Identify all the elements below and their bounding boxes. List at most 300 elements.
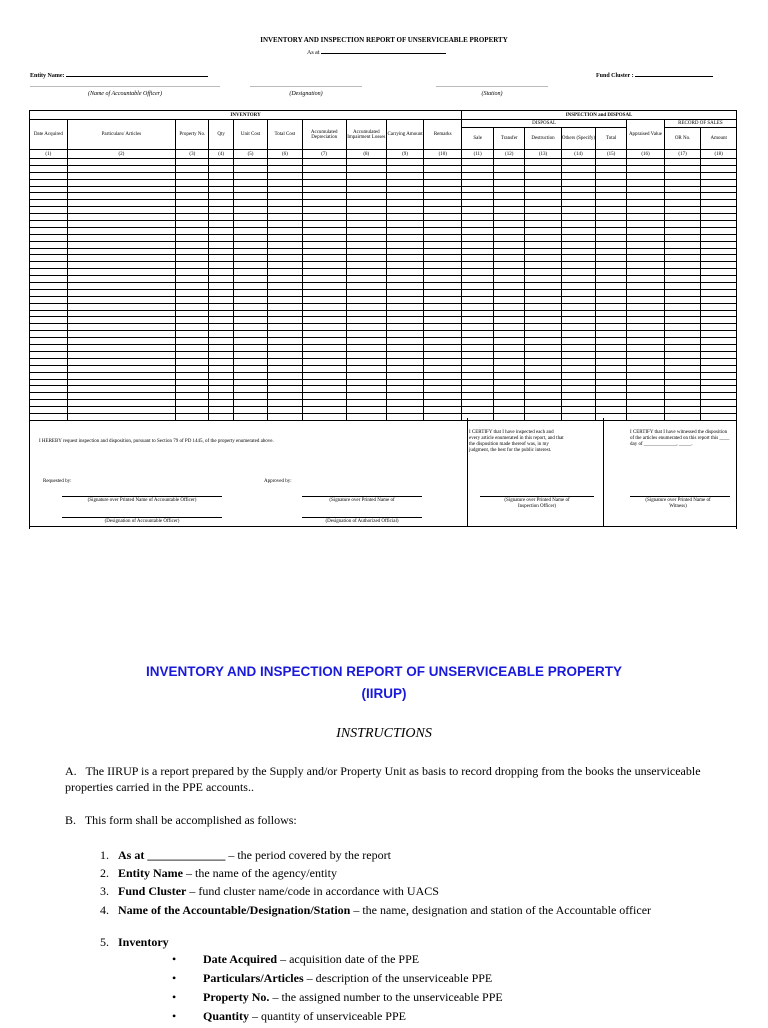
- entry-cell[interactable]: [596, 159, 627, 166]
- entry-cell[interactable]: [701, 241, 737, 248]
- entry-cell[interactable]: [627, 310, 665, 317]
- entry-cell[interactable]: [67, 165, 176, 172]
- entry-cell[interactable]: [424, 358, 462, 365]
- entry-cell[interactable]: [462, 358, 494, 365]
- entry-cell[interactable]: [462, 214, 494, 221]
- entry-cell[interactable]: [701, 255, 737, 262]
- entry-cell[interactable]: [701, 407, 737, 414]
- entry-cell[interactable]: [176, 310, 209, 317]
- entry-cell[interactable]: [627, 262, 665, 269]
- as-at-field[interactable]: [321, 47, 446, 54]
- entry-cell[interactable]: [386, 303, 424, 310]
- entry-cell[interactable]: [233, 358, 267, 365]
- entry-cell[interactable]: [596, 234, 627, 241]
- entry-cell[interactable]: [30, 379, 68, 386]
- entry-cell[interactable]: [233, 214, 267, 221]
- entry-cell[interactable]: [596, 186, 627, 193]
- entry-cell[interactable]: [664, 324, 701, 331]
- entry-cell[interactable]: [30, 159, 68, 166]
- entry-cell[interactable]: [176, 283, 209, 290]
- entry-cell[interactable]: [346, 207, 386, 214]
- entry-cell[interactable]: [268, 358, 302, 365]
- entry-cell[interactable]: [494, 303, 525, 310]
- entry-cell[interactable]: [596, 262, 627, 269]
- entry-cell[interactable]: [209, 310, 233, 317]
- entry-cell[interactable]: [268, 379, 302, 386]
- entry-cell[interactable]: [302, 317, 346, 324]
- entry-cell[interactable]: [346, 310, 386, 317]
- entry-cell[interactable]: [664, 269, 701, 276]
- entry-cell[interactable]: [462, 331, 494, 338]
- entry-cell[interactable]: [561, 386, 595, 393]
- entry-cell[interactable]: [525, 338, 562, 345]
- entry-cell[interactable]: [462, 269, 494, 276]
- entry-cell[interactable]: [176, 214, 209, 221]
- entry-cell[interactable]: [701, 324, 737, 331]
- entry-cell[interactable]: [664, 227, 701, 234]
- entry-cell[interactable]: [386, 248, 424, 255]
- entry-cell[interactable]: [67, 338, 176, 345]
- entry-cell[interactable]: [494, 310, 525, 317]
- entry-cell[interactable]: [209, 241, 233, 248]
- entry-cell[interactable]: [176, 331, 209, 338]
- entry-cell[interactable]: [494, 289, 525, 296]
- entry-cell[interactable]: [424, 283, 462, 290]
- entry-cell[interactable]: [525, 200, 562, 207]
- entry-cell[interactable]: [302, 324, 346, 331]
- entry-cell[interactable]: [386, 400, 424, 407]
- entry-cell[interactable]: [302, 262, 346, 269]
- entry-cell[interactable]: [176, 193, 209, 200]
- entry-cell[interactable]: [209, 358, 233, 365]
- entry-cell[interactable]: [561, 262, 595, 269]
- entry-cell[interactable]: [627, 372, 665, 379]
- entry-cell[interactable]: [233, 317, 267, 324]
- entry-cell[interactable]: [701, 372, 737, 379]
- entry-cell[interactable]: [302, 400, 346, 407]
- entry-cell[interactable]: [233, 331, 267, 338]
- entry-cell[interactable]: [561, 331, 595, 338]
- entry-cell[interactable]: [30, 372, 68, 379]
- entry-cell[interactable]: [494, 372, 525, 379]
- entry-cell[interactable]: [268, 269, 302, 276]
- entry-cell[interactable]: [386, 172, 424, 179]
- entry-cell[interactable]: [627, 296, 665, 303]
- entry-cell[interactable]: [346, 338, 386, 345]
- entry-cell[interactable]: [67, 234, 176, 241]
- entry-cell[interactable]: [561, 393, 595, 400]
- entry-cell[interactable]: [462, 338, 494, 345]
- entry-cell[interactable]: [424, 221, 462, 228]
- entry-cell[interactable]: [233, 303, 267, 310]
- entry-cell[interactable]: [209, 283, 233, 290]
- entry-cell[interactable]: [596, 241, 627, 248]
- entry-cell[interactable]: [664, 248, 701, 255]
- entry-cell[interactable]: [494, 324, 525, 331]
- entry-cell[interactable]: [701, 283, 737, 290]
- entry-cell[interactable]: [302, 358, 346, 365]
- entry-cell[interactable]: [561, 338, 595, 345]
- entry-cell[interactable]: [176, 393, 209, 400]
- entry-cell[interactable]: [424, 255, 462, 262]
- entry-cell[interactable]: [67, 214, 176, 221]
- entry-cell[interactable]: [233, 200, 267, 207]
- entry-cell[interactable]: [525, 331, 562, 338]
- entry-cell[interactable]: [424, 413, 462, 420]
- entry-cell[interactable]: [346, 345, 386, 352]
- entry-cell[interactable]: [302, 407, 346, 414]
- entry-cell[interactable]: [462, 200, 494, 207]
- entry-cell[interactable]: [268, 283, 302, 290]
- entry-cell[interactable]: [67, 172, 176, 179]
- entry-cell[interactable]: [67, 393, 176, 400]
- entry-cell[interactable]: [664, 303, 701, 310]
- entry-cell[interactable]: [525, 345, 562, 352]
- entry-cell[interactable]: [268, 393, 302, 400]
- entry-cell[interactable]: [233, 193, 267, 200]
- entry-cell[interactable]: [596, 413, 627, 420]
- entry-cell[interactable]: [525, 289, 562, 296]
- entry-cell[interactable]: [176, 269, 209, 276]
- entry-cell[interactable]: [302, 255, 346, 262]
- entry-cell[interactable]: [302, 193, 346, 200]
- entry-cell[interactable]: [627, 379, 665, 386]
- entry-cell[interactable]: [664, 358, 701, 365]
- entry-cell[interactable]: [302, 413, 346, 420]
- entry-cell[interactable]: [233, 248, 267, 255]
- entry-cell[interactable]: [525, 179, 562, 186]
- entry-cell[interactable]: [627, 200, 665, 207]
- entry-cell[interactable]: [176, 172, 209, 179]
- entry-cell[interactable]: [233, 221, 267, 228]
- entry-cell[interactable]: [561, 186, 595, 193]
- entry-cell[interactable]: [494, 407, 525, 414]
- entry-cell[interactable]: [386, 179, 424, 186]
- entry-cell[interactable]: [67, 407, 176, 414]
- entry-cell[interactable]: [209, 269, 233, 276]
- entry-cell[interactable]: [561, 345, 595, 352]
- entry-cell[interactable]: [176, 186, 209, 193]
- entry-cell[interactable]: [268, 345, 302, 352]
- entry-cell[interactable]: [268, 241, 302, 248]
- entry-cell[interactable]: [424, 338, 462, 345]
- entry-cell[interactable]: [67, 193, 176, 200]
- entry-cell[interactable]: [233, 159, 267, 166]
- entry-cell[interactable]: [67, 358, 176, 365]
- entry-cell[interactable]: [209, 262, 233, 269]
- entry-cell[interactable]: [233, 338, 267, 345]
- entry-cell[interactable]: [494, 400, 525, 407]
- entry-cell[interactable]: [701, 386, 737, 393]
- entry-cell[interactable]: [561, 241, 595, 248]
- entry-cell[interactable]: [627, 303, 665, 310]
- entry-cell[interactable]: [462, 276, 494, 283]
- entry-cell[interactable]: [346, 317, 386, 324]
- entry-cell[interactable]: [209, 331, 233, 338]
- entry-cell[interactable]: [561, 317, 595, 324]
- entry-cell[interactable]: [701, 331, 737, 338]
- entry-cell[interactable]: [627, 179, 665, 186]
- entry-cell[interactable]: [561, 351, 595, 358]
- entry-cell[interactable]: [209, 345, 233, 352]
- entry-cell[interactable]: [424, 400, 462, 407]
- entry-cell[interactable]: [424, 393, 462, 400]
- entry-cell[interactable]: [346, 227, 386, 234]
- entry-cell[interactable]: [346, 303, 386, 310]
- entry-cell[interactable]: [209, 338, 233, 345]
- entry-cell[interactable]: [209, 400, 233, 407]
- entry-cell[interactable]: [596, 296, 627, 303]
- entry-cell[interactable]: [346, 372, 386, 379]
- entry-cell[interactable]: [494, 165, 525, 172]
- entry-cell[interactable]: [30, 351, 68, 358]
- entry-cell[interactable]: [302, 172, 346, 179]
- entry-cell[interactable]: [209, 165, 233, 172]
- entry-cell[interactable]: [30, 200, 68, 207]
- entry-cell[interactable]: [67, 324, 176, 331]
- entry-cell[interactable]: [627, 358, 665, 365]
- entry-cell[interactable]: [268, 351, 302, 358]
- entry-cell[interactable]: [627, 317, 665, 324]
- entry-cell[interactable]: [494, 193, 525, 200]
- entry-cell[interactable]: [561, 358, 595, 365]
- entry-cell[interactable]: [462, 345, 494, 352]
- entry-cell[interactable]: [67, 248, 176, 255]
- entry-cell[interactable]: [596, 317, 627, 324]
- entry-cell[interactable]: [596, 407, 627, 414]
- approved-signature-line[interactable]: [302, 496, 422, 497]
- entry-cell[interactable]: [233, 345, 267, 352]
- entry-cell[interactable]: [268, 317, 302, 324]
- entry-cell[interactable]: [424, 172, 462, 179]
- entry-cell[interactable]: [233, 351, 267, 358]
- entry-cell[interactable]: [561, 159, 595, 166]
- entry-cell[interactable]: [494, 227, 525, 234]
- entry-cell[interactable]: [494, 159, 525, 166]
- entry-cell[interactable]: [627, 345, 665, 352]
- entry-cell[interactable]: [494, 283, 525, 290]
- entry-cell[interactable]: [627, 365, 665, 372]
- entry-cell[interactable]: [664, 241, 701, 248]
- entry-cell[interactable]: [494, 255, 525, 262]
- entry-cell[interactable]: [268, 296, 302, 303]
- entry-cell[interactable]: [525, 386, 562, 393]
- entry-cell[interactable]: [494, 386, 525, 393]
- entry-cell[interactable]: [494, 338, 525, 345]
- entry-cell[interactable]: [30, 276, 68, 283]
- entry-cell[interactable]: [67, 345, 176, 352]
- entry-cell[interactable]: [494, 351, 525, 358]
- entry-cell[interactable]: [30, 413, 68, 420]
- entry-cell[interactable]: [176, 227, 209, 234]
- entry-cell[interactable]: [627, 159, 665, 166]
- entry-cell[interactable]: [346, 379, 386, 386]
- entry-cell[interactable]: [701, 296, 737, 303]
- entry-cell[interactable]: [209, 289, 233, 296]
- entry-cell[interactable]: [596, 393, 627, 400]
- entry-cell[interactable]: [664, 296, 701, 303]
- entry-cell[interactable]: [525, 365, 562, 372]
- entry-cell[interactable]: [525, 400, 562, 407]
- entry-cell[interactable]: [30, 165, 68, 172]
- entry-cell[interactable]: [525, 372, 562, 379]
- entry-cell[interactable]: [386, 193, 424, 200]
- entry-cell[interactable]: [627, 255, 665, 262]
- entry-cell[interactable]: [233, 283, 267, 290]
- entry-cell[interactable]: [462, 227, 494, 234]
- entry-cell[interactable]: [462, 310, 494, 317]
- entry-cell[interactable]: [233, 324, 267, 331]
- entry-cell[interactable]: [424, 303, 462, 310]
- entry-cell[interactable]: [561, 296, 595, 303]
- entry-cell[interactable]: [176, 338, 209, 345]
- entry-cell[interactable]: [525, 159, 562, 166]
- entry-cell[interactable]: [701, 227, 737, 234]
- entry-cell[interactable]: [30, 283, 68, 290]
- entry-cell[interactable]: [30, 303, 68, 310]
- entry-cell[interactable]: [525, 358, 562, 365]
- entry-cell[interactable]: [209, 276, 233, 283]
- entry-cell[interactable]: [664, 276, 701, 283]
- entry-cell[interactable]: [233, 379, 267, 386]
- entry-cell[interactable]: [424, 331, 462, 338]
- entry-cell[interactable]: [268, 179, 302, 186]
- entry-cell[interactable]: [209, 379, 233, 386]
- entry-cell[interactable]: [209, 296, 233, 303]
- entry-cell[interactable]: [386, 159, 424, 166]
- entry-cell[interactable]: [525, 193, 562, 200]
- entry-cell[interactable]: [424, 179, 462, 186]
- entry-cell[interactable]: [67, 227, 176, 234]
- officer-station-field[interactable]: [436, 86, 548, 87]
- entry-cell[interactable]: [209, 193, 233, 200]
- entry-cell[interactable]: [494, 172, 525, 179]
- entry-cell[interactable]: [664, 186, 701, 193]
- entry-cell[interactable]: [386, 276, 424, 283]
- entry-cell[interactable]: [302, 276, 346, 283]
- entry-cell[interactable]: [494, 221, 525, 228]
- entry-cell[interactable]: [561, 269, 595, 276]
- entry-cell[interactable]: [386, 186, 424, 193]
- entry-cell[interactable]: [386, 324, 424, 331]
- entry-cell[interactable]: [596, 269, 627, 276]
- entry-cell[interactable]: [701, 214, 737, 221]
- entry-cell[interactable]: [176, 262, 209, 269]
- entry-cell[interactable]: [424, 207, 462, 214]
- entry-cell[interactable]: [176, 345, 209, 352]
- entry-cell[interactable]: [424, 379, 462, 386]
- entry-cell[interactable]: [494, 331, 525, 338]
- entry-cell[interactable]: [67, 283, 176, 290]
- entry-cell[interactable]: [346, 200, 386, 207]
- entry-cell[interactable]: [30, 407, 68, 414]
- entry-cell[interactable]: [346, 214, 386, 221]
- entry-cell[interactable]: [596, 331, 627, 338]
- entry-cell[interactable]: [462, 186, 494, 193]
- entry-cell[interactable]: [233, 179, 267, 186]
- entry-cell[interactable]: [209, 221, 233, 228]
- entry-cell[interactable]: [525, 186, 562, 193]
- entry-cell[interactable]: [596, 358, 627, 365]
- entry-cell[interactable]: [302, 179, 346, 186]
- entry-cell[interactable]: [627, 351, 665, 358]
- entry-cell[interactable]: [664, 331, 701, 338]
- entry-cell[interactable]: [268, 165, 302, 172]
- entry-cell[interactable]: [176, 358, 209, 365]
- entry-cell[interactable]: [67, 255, 176, 262]
- entry-cell[interactable]: [346, 221, 386, 228]
- entry-cell[interactable]: [627, 214, 665, 221]
- entry-cell[interactable]: [176, 234, 209, 241]
- entry-cell[interactable]: [386, 283, 424, 290]
- entry-cell[interactable]: [302, 379, 346, 386]
- entry-cell[interactable]: [462, 407, 494, 414]
- entry-cell[interactable]: [268, 221, 302, 228]
- entry-cell[interactable]: [176, 413, 209, 420]
- entry-cell[interactable]: [67, 186, 176, 193]
- entry-cell[interactable]: [209, 172, 233, 179]
- entry-cell[interactable]: [596, 303, 627, 310]
- entry-cell[interactable]: [30, 221, 68, 228]
- entry-cell[interactable]: [627, 186, 665, 193]
- entry-cell[interactable]: [346, 165, 386, 172]
- entry-cell[interactable]: [30, 324, 68, 331]
- entry-cell[interactable]: [596, 172, 627, 179]
- entry-cell[interactable]: [561, 221, 595, 228]
- entry-cell[interactable]: [462, 179, 494, 186]
- entry-cell[interactable]: [664, 365, 701, 372]
- entry-cell[interactable]: [664, 179, 701, 186]
- entry-cell[interactable]: [596, 276, 627, 283]
- entry-cell[interactable]: [561, 214, 595, 221]
- entry-cell[interactable]: [268, 186, 302, 193]
- entry-cell[interactable]: [701, 269, 737, 276]
- entry-cell[interactable]: [596, 324, 627, 331]
- entry-cell[interactable]: [209, 324, 233, 331]
- entry-cell[interactable]: [664, 407, 701, 414]
- entry-cell[interactable]: [525, 283, 562, 290]
- entry-cell[interactable]: [664, 372, 701, 379]
- entry-cell[interactable]: [302, 214, 346, 221]
- entry-cell[interactable]: [386, 207, 424, 214]
- entry-cell[interactable]: [424, 241, 462, 248]
- entry-cell[interactable]: [664, 221, 701, 228]
- entry-cell[interactable]: [664, 159, 701, 166]
- entry-cell[interactable]: [561, 283, 595, 290]
- entry-cell[interactable]: [386, 269, 424, 276]
- entry-cell[interactable]: [596, 283, 627, 290]
- entry-cell[interactable]: [664, 413, 701, 420]
- entity-name-field[interactable]: [66, 70, 208, 77]
- entry-cell[interactable]: [627, 234, 665, 241]
- entry-cell[interactable]: [596, 179, 627, 186]
- entry-cell[interactable]: [386, 379, 424, 386]
- entry-cell[interactable]: [67, 372, 176, 379]
- entry-cell[interactable]: [627, 338, 665, 345]
- entry-cell[interactable]: [30, 207, 68, 214]
- entry-cell[interactable]: [494, 345, 525, 352]
- entry-cell[interactable]: [561, 400, 595, 407]
- entry-cell[interactable]: [30, 172, 68, 179]
- entry-cell[interactable]: [233, 241, 267, 248]
- entry-cell[interactable]: [596, 289, 627, 296]
- entry-cell[interactable]: [302, 386, 346, 393]
- entry-cell[interactable]: [302, 186, 346, 193]
- entry-cell[interactable]: [627, 241, 665, 248]
- entry-cell[interactable]: [664, 310, 701, 317]
- entry-cell[interactable]: [424, 386, 462, 393]
- entry-cell[interactable]: [424, 234, 462, 241]
